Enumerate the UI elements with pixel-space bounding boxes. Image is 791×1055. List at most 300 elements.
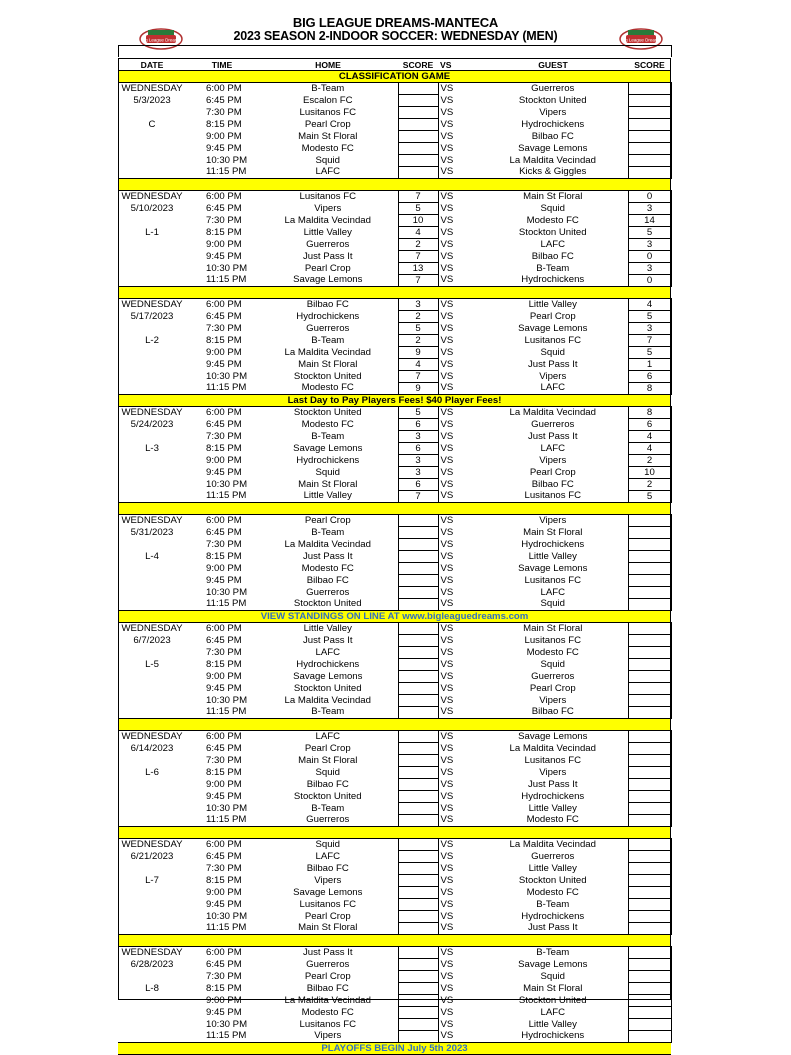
vs-label: VS xyxy=(440,850,454,862)
home-team: Squid xyxy=(315,766,341,778)
guest-score: 1 xyxy=(628,359,671,371)
home-team: Lusitanos FC xyxy=(299,898,357,910)
guest-team: Savage Lemons xyxy=(518,730,588,742)
home-team: Main St Floral xyxy=(298,922,358,934)
home-score xyxy=(398,155,438,167)
game-time: 9:45 PM xyxy=(206,250,242,262)
home-team: Hydrochickens xyxy=(296,454,360,466)
game-date xyxy=(118,803,186,815)
game-row xyxy=(118,479,671,491)
vs-label: VS xyxy=(440,1030,454,1042)
vs-label: VS xyxy=(440,166,454,178)
guest-score xyxy=(628,563,671,575)
guest-team: La Maldita Vecindad xyxy=(509,838,596,850)
home-team: Little Valley xyxy=(303,622,352,634)
home-team: Bilbao FC xyxy=(306,298,349,310)
game-row xyxy=(118,839,671,851)
home-team: Modesto FC xyxy=(301,562,354,574)
vs-label: VS xyxy=(440,982,454,994)
guest-team: Stockton United xyxy=(518,874,587,886)
game-date: 6/21/2023 xyxy=(130,850,174,862)
separator-bar xyxy=(118,935,671,947)
home-score xyxy=(398,671,438,683)
game-time: 8:15 PM xyxy=(206,226,242,238)
game-row xyxy=(118,1019,671,1031)
game-row xyxy=(118,1031,671,1043)
separator-row xyxy=(118,719,671,731)
separator-bar xyxy=(118,503,671,515)
game-row xyxy=(118,119,671,131)
guest-team: Bilbao FC xyxy=(531,250,574,262)
home-score xyxy=(398,755,438,767)
game-row xyxy=(118,803,671,815)
game-time: 6:45 PM xyxy=(206,94,242,106)
schedule-table xyxy=(118,59,672,1055)
game-time: 9:00 PM xyxy=(206,778,242,790)
home-team: Just Pass It xyxy=(302,946,353,958)
separator-row xyxy=(118,503,671,515)
game-time: 9:00 PM xyxy=(206,994,242,1006)
vs-label: VS xyxy=(440,274,454,286)
home-score xyxy=(398,851,438,863)
guest-score xyxy=(628,515,671,527)
guest-team: Savage Lemons xyxy=(518,142,588,154)
vs-label: VS xyxy=(440,550,454,562)
game-time: 7:30 PM xyxy=(206,430,242,442)
vs-label: VS xyxy=(440,454,454,466)
home-team: Pearl Crop xyxy=(304,262,351,274)
home-score xyxy=(398,983,438,995)
home-score xyxy=(398,947,438,959)
game-row xyxy=(118,671,671,683)
guest-score xyxy=(628,587,671,599)
footer-banner-row xyxy=(118,1043,671,1055)
home-score xyxy=(398,731,438,743)
vs-label: VS xyxy=(440,478,454,490)
home-team: Just Pass It xyxy=(302,550,353,562)
game-time: 7:30 PM xyxy=(206,322,242,334)
separator-row xyxy=(118,179,671,191)
home-team: Stockton United xyxy=(293,598,362,610)
vs-label: VS xyxy=(440,202,454,214)
game-date xyxy=(118,479,186,491)
game-row xyxy=(118,299,671,311)
vs-label: VS xyxy=(440,658,454,670)
game-time: 6:00 PM xyxy=(206,298,242,310)
vs-label: VS xyxy=(440,694,454,706)
home-score xyxy=(398,575,438,587)
game-time: 6:00 PM xyxy=(206,838,242,850)
guest-team: Bilbao FC xyxy=(531,130,574,142)
game-row xyxy=(118,899,671,911)
separator-row xyxy=(118,935,671,947)
game-row xyxy=(118,515,671,527)
vs-label: VS xyxy=(440,238,454,250)
guest-score xyxy=(628,1007,671,1019)
guest-score: 10 xyxy=(628,467,671,479)
guest-team: B-Team xyxy=(536,262,570,274)
home-team: B-Team xyxy=(311,430,345,442)
game-date: 5/17/2023 xyxy=(130,310,174,322)
game-date xyxy=(118,263,186,275)
game-row xyxy=(118,263,671,275)
game-date: L-8 xyxy=(145,982,159,994)
home-team: Savage Lemons xyxy=(293,442,363,454)
game-date xyxy=(118,359,186,371)
game-row xyxy=(118,959,671,971)
vs-label: VS xyxy=(440,358,454,370)
guest-score: 5 xyxy=(628,347,671,359)
game-date xyxy=(118,215,186,227)
game-time: 11:15 PM xyxy=(206,490,247,502)
home-team: Just Pass It xyxy=(302,250,353,262)
col-time: TIME xyxy=(186,59,258,71)
guest-team: Just Pass It xyxy=(527,922,578,934)
guest-score xyxy=(628,647,671,659)
home-score xyxy=(398,95,438,107)
guest-score xyxy=(628,131,671,143)
guest-score xyxy=(628,143,671,155)
home-team: Lusitanos FC xyxy=(299,106,357,118)
game-date: 6/14/2023 xyxy=(130,742,174,754)
game-time: 9:00 PM xyxy=(206,238,242,250)
home-score xyxy=(398,1007,438,1019)
game-date xyxy=(118,563,186,575)
game-row xyxy=(118,203,671,215)
home-team: Little Valley xyxy=(303,226,352,238)
home-score xyxy=(398,971,438,983)
game-date: WEDNESDAY xyxy=(121,406,183,418)
home-score xyxy=(398,779,438,791)
guest-score xyxy=(628,695,671,707)
game-row xyxy=(118,731,671,743)
guest-team: La Maldita Vecindad xyxy=(509,406,596,418)
home-score: 9 xyxy=(398,347,438,359)
guest-team: Hydrochickens xyxy=(521,790,585,802)
game-time: 9:00 PM xyxy=(206,562,242,574)
vs-label: VS xyxy=(440,538,454,550)
home-team: Savage Lemons xyxy=(293,274,363,286)
home-team: Modesto FC xyxy=(301,418,354,430)
game-row xyxy=(118,527,671,539)
vs-label: VS xyxy=(440,322,454,334)
game-date: L-5 xyxy=(145,658,159,670)
banner-text: VIEW STANDINGS ON LINE AT www.bigleaguedreams.com xyxy=(118,611,671,623)
game-time: 6:45 PM xyxy=(206,742,242,754)
home-team: Stockton United xyxy=(293,682,362,694)
home-score xyxy=(398,863,438,875)
vs-label: VS xyxy=(440,94,454,106)
home-team: Main St Floral xyxy=(298,358,358,370)
home-score: 6 xyxy=(398,419,438,431)
game-row xyxy=(118,887,671,899)
game-time: 11:15 PM xyxy=(206,598,247,610)
game-date: 5/10/2023 xyxy=(130,202,174,214)
vs-label: VS xyxy=(440,886,454,898)
game-row xyxy=(118,347,671,359)
guest-score: 8 xyxy=(628,383,671,395)
home-team: Hydrochickens xyxy=(296,310,360,322)
home-team: Bilbao FC xyxy=(306,862,349,874)
guest-score: 4 xyxy=(628,443,671,455)
home-team: La Maldita Vecindad xyxy=(284,538,371,550)
home-score xyxy=(398,551,438,563)
home-team: Main St Floral xyxy=(298,130,358,142)
column-header-row xyxy=(118,59,671,71)
game-time: 6:45 PM xyxy=(206,850,242,862)
guest-score xyxy=(628,683,671,695)
game-row xyxy=(118,767,671,779)
vs-label: VS xyxy=(440,154,454,166)
guest-team: Vipers xyxy=(539,370,567,382)
separator-bar xyxy=(118,719,671,731)
game-time: 10:30 PM xyxy=(206,586,248,598)
game-date xyxy=(118,863,186,875)
guest-score xyxy=(628,971,671,983)
guest-team: Pearl Crop xyxy=(529,466,576,478)
guest-score xyxy=(628,887,671,899)
game-time: 7:30 PM xyxy=(206,106,242,118)
vs-label: VS xyxy=(440,418,454,430)
game-date xyxy=(118,647,186,659)
game-date xyxy=(118,911,186,923)
home-score xyxy=(398,899,438,911)
game-row xyxy=(118,1007,671,1019)
vs-label: VS xyxy=(440,190,454,202)
col-guest-score: SCORE xyxy=(628,59,671,71)
game-date xyxy=(118,467,186,479)
vs-label: VS xyxy=(440,310,454,322)
game-date xyxy=(118,887,186,899)
guest-team: Main St Floral xyxy=(523,622,583,634)
guest-team: Little Valley xyxy=(528,862,577,874)
home-score xyxy=(398,563,438,575)
game-date xyxy=(118,347,186,359)
game-row xyxy=(118,923,671,935)
game-date: L-6 xyxy=(145,766,159,778)
game-time: 6:45 PM xyxy=(206,202,242,214)
game-date xyxy=(118,923,186,935)
home-score: 7 xyxy=(398,191,438,203)
vs-label: VS xyxy=(440,586,454,598)
guest-team: Savage Lemons xyxy=(518,958,588,970)
guest-team: LAFC xyxy=(540,442,566,454)
home-score: 6 xyxy=(398,479,438,491)
home-score xyxy=(398,815,438,827)
game-row xyxy=(118,647,671,659)
guest-score xyxy=(628,671,671,683)
game-time: 8:15 PM xyxy=(206,334,242,346)
game-row xyxy=(118,983,671,995)
guest-score xyxy=(628,851,671,863)
vs-label: VS xyxy=(440,106,454,118)
home-score xyxy=(398,791,438,803)
guest-team: Savage Lemons xyxy=(518,322,588,334)
guest-team: Squid xyxy=(540,598,566,610)
guest-team: Little Valley xyxy=(528,1018,577,1030)
guest-score xyxy=(628,803,671,815)
game-time: 8:15 PM xyxy=(206,874,242,886)
header-tick-right xyxy=(671,45,672,57)
game-date: WEDNESDAY xyxy=(121,838,183,850)
home-score: 7 xyxy=(398,251,438,263)
home-score xyxy=(398,923,438,935)
header-rule xyxy=(118,45,671,46)
home-team: Pearl Crop xyxy=(304,910,351,922)
guest-team: Hydrochickens xyxy=(521,538,585,550)
game-time: 10:30 PM xyxy=(206,262,248,274)
guest-team: Pearl Crop xyxy=(529,310,576,322)
game-date: WEDNESDAY xyxy=(121,514,183,526)
home-score xyxy=(398,83,438,95)
guest-score: 0 xyxy=(628,275,671,287)
vs-label: VS xyxy=(440,118,454,130)
guest-team: Just Pass It xyxy=(527,430,578,442)
game-row xyxy=(118,323,671,335)
game-date xyxy=(118,755,186,767)
game-time: 10:30 PM xyxy=(206,1018,248,1030)
game-date xyxy=(118,683,186,695)
home-score: 5 xyxy=(398,407,438,419)
game-time: 9:45 PM xyxy=(206,574,242,586)
guest-score xyxy=(628,623,671,635)
banner-row xyxy=(118,395,671,407)
game-time: 8:15 PM xyxy=(206,442,242,454)
game-date: WEDNESDAY xyxy=(121,622,183,634)
home-score xyxy=(398,743,438,755)
guest-score xyxy=(628,899,671,911)
game-time: 6:45 PM xyxy=(206,634,242,646)
svg-text:Big League Dreams: Big League Dreams xyxy=(141,37,181,43)
game-row xyxy=(118,539,671,551)
guest-score: 7 xyxy=(628,335,671,347)
home-team: Vipers xyxy=(314,1030,342,1042)
guest-team: La Maldita Vecindad xyxy=(509,154,596,166)
game-time: 7:30 PM xyxy=(206,214,242,226)
game-date: 5/24/2023 xyxy=(130,418,174,430)
vs-label: VS xyxy=(440,682,454,694)
guest-score: 6 xyxy=(628,419,671,431)
game-date: 6/7/2023 xyxy=(133,634,171,646)
vs-label: VS xyxy=(440,646,454,658)
guest-score xyxy=(628,707,671,719)
game-date xyxy=(118,239,186,251)
guest-team: La Maldita Vecindad xyxy=(509,742,596,754)
vs-label: VS xyxy=(440,490,454,502)
home-team: B-Team xyxy=(311,706,345,718)
game-time: 6:00 PM xyxy=(206,946,242,958)
guest-team: Guerreros xyxy=(531,418,575,430)
guest-score xyxy=(628,119,671,131)
vs-label: VS xyxy=(440,754,454,766)
guest-score: 2 xyxy=(628,479,671,491)
game-time: 11:15 PM xyxy=(206,1030,247,1042)
game-time: 8:15 PM xyxy=(206,118,242,130)
vs-label: VS xyxy=(440,82,454,94)
vs-label: VS xyxy=(440,1006,454,1018)
guest-team: Pearl Crop xyxy=(529,682,576,694)
game-time: 9:45 PM xyxy=(206,1006,242,1018)
home-score xyxy=(398,995,438,1007)
separator-bar xyxy=(118,179,671,191)
home-team: Little Valley xyxy=(303,490,352,502)
home-team: Savage Lemons xyxy=(293,670,363,682)
home-score xyxy=(398,131,438,143)
home-score: 3 xyxy=(398,455,438,467)
home-team: Main St Floral xyxy=(298,754,358,766)
home-score xyxy=(398,1031,438,1043)
guest-team: Modesto FC xyxy=(526,814,579,826)
vs-label: VS xyxy=(440,766,454,778)
game-date: WEDNESDAY xyxy=(121,82,183,94)
home-score xyxy=(398,659,438,671)
guest-team: B-Team xyxy=(536,946,570,958)
guest-team: Hydrochickens xyxy=(521,274,585,286)
guest-team: Just Pass It xyxy=(527,358,578,370)
guest-score xyxy=(628,863,671,875)
home-score xyxy=(398,887,438,899)
home-team: Pearl Crop xyxy=(304,118,351,130)
home-score xyxy=(398,1019,438,1031)
guest-score xyxy=(628,995,671,1007)
separator-bar xyxy=(118,827,671,839)
home-score: 7 xyxy=(398,491,438,503)
vs-label: VS xyxy=(440,838,454,850)
game-date xyxy=(118,587,186,599)
game-row xyxy=(118,191,671,203)
home-team: B-Team xyxy=(311,334,345,346)
game-row xyxy=(118,239,671,251)
home-score xyxy=(398,587,438,599)
svg-text:Big League Dreams: Big League Dreams xyxy=(621,37,661,43)
game-row xyxy=(118,635,671,647)
banner-text: CLASSIFICATION GAME xyxy=(118,71,671,83)
guest-score xyxy=(628,167,671,179)
game-date: 5/3/2023 xyxy=(133,94,171,106)
game-row xyxy=(118,107,671,119)
guest-team: Vipers xyxy=(539,766,567,778)
game-date xyxy=(118,779,186,791)
game-row xyxy=(118,227,671,239)
game-row xyxy=(118,911,671,923)
guest-score xyxy=(628,635,671,647)
guest-score: 5 xyxy=(628,491,671,503)
game-row xyxy=(118,659,671,671)
home-score: 9 xyxy=(398,383,438,395)
home-team: LAFC xyxy=(315,646,341,658)
game-date: L-3 xyxy=(145,442,159,454)
separator-bar xyxy=(118,287,671,299)
game-row xyxy=(118,743,671,755)
guest-team: Bilbao FC xyxy=(531,706,574,718)
game-date: L-4 xyxy=(145,550,159,562)
game-time: 6:00 PM xyxy=(206,406,242,418)
home-score: 3 xyxy=(398,299,438,311)
game-time: 9:00 PM xyxy=(206,670,242,682)
guest-team: Hydrochickens xyxy=(521,1030,585,1042)
game-time: 7:30 PM xyxy=(206,754,242,766)
game-date: WEDNESDAY xyxy=(121,730,183,742)
home-team: La Maldita Vecindad xyxy=(284,214,371,226)
game-row xyxy=(118,683,671,695)
vs-label: VS xyxy=(440,346,454,358)
game-time: 11:15 PM xyxy=(206,274,247,286)
game-row xyxy=(118,155,671,167)
guest-team: Lusitanos FC xyxy=(524,334,582,346)
game-time: 11:15 PM xyxy=(206,922,247,934)
game-row xyxy=(118,623,671,635)
vs-label: VS xyxy=(440,790,454,802)
